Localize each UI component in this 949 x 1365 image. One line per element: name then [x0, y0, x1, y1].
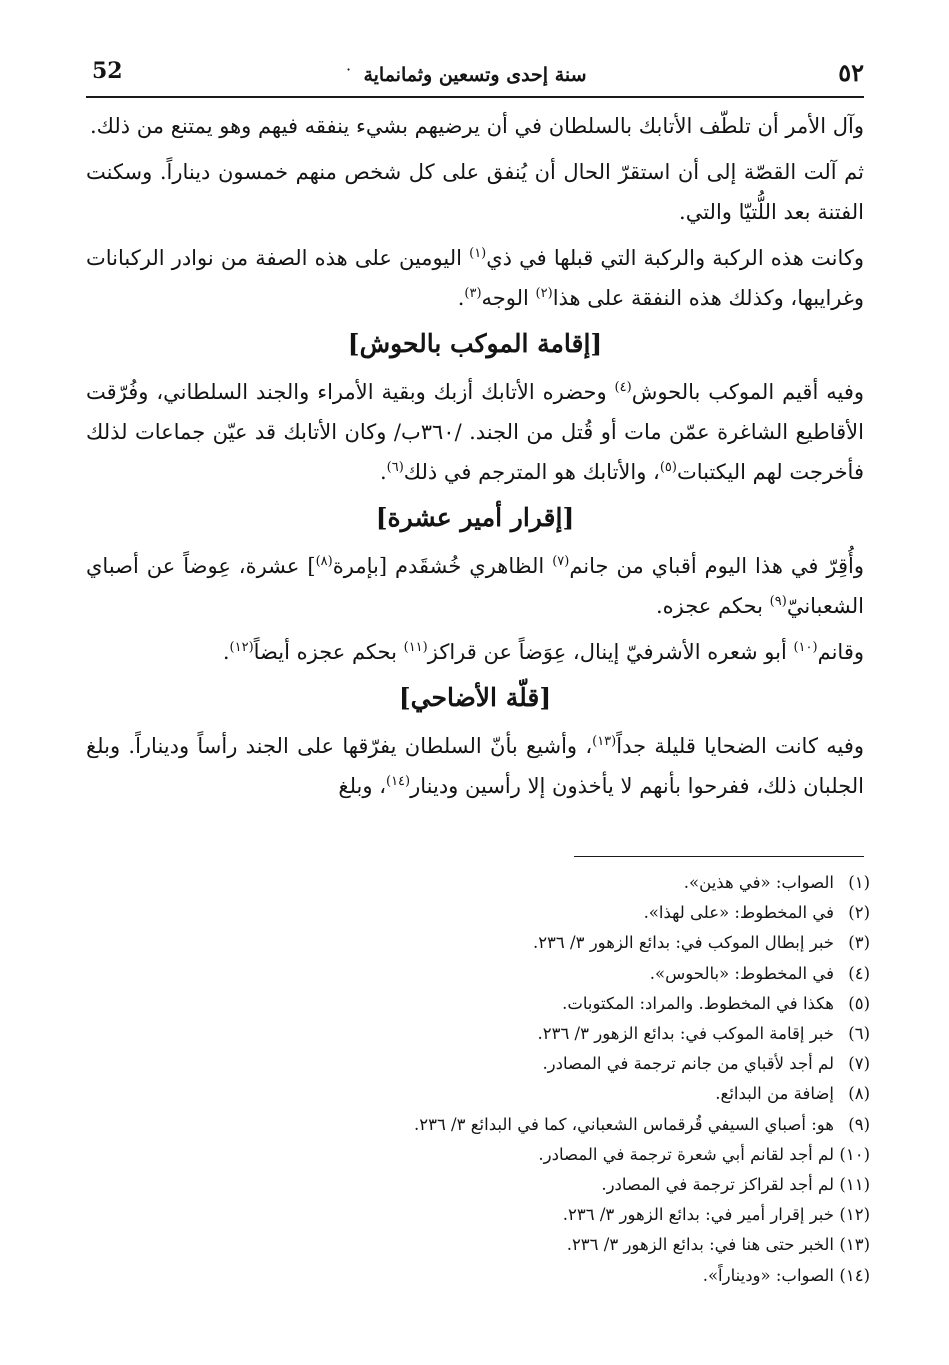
page-number-latin: 52: [92, 58, 123, 84]
footnote-item: [86, 868, 870, 898]
footnote-number: (١١): [839, 1175, 870, 1195]
footnote-ref[interactable]: (٨): [315, 554, 333, 569]
footnote-text: خبر إقامة الموكب في: بدائع الزهور ٣/ ٢٣٦.: [537, 1024, 834, 1044]
text-run: وفيه كانت الضحايا قليلة جداً: [616, 734, 864, 758]
footnote-text: في المخطوط: «على لهذا».: [643, 903, 834, 923]
text-run: بحكم عجزه.: [655, 594, 770, 618]
footnote-ref[interactable]: (١٤): [385, 774, 411, 789]
footnote-ref[interactable]: (١٠): [793, 640, 818, 655]
footnote-number: (٤): [848, 963, 870, 983]
footnote-ref[interactable]: (٢): [535, 286, 553, 301]
footnote-item: [86, 928, 870, 958]
footnote-text: الخبر حتى هنا في: بدائع الزهور ٣/ ٢٣٦.: [566, 1235, 834, 1255]
footnote-number: (٦): [848, 1024, 870, 1044]
footnote-ref[interactable]: (٥): [659, 460, 677, 475]
footnote-item: [86, 1110, 870, 1140]
footnote-number: (١): [848, 873, 870, 892]
paragraph: [86, 632, 864, 672]
footnote-item: [86, 1200, 870, 1230]
footnote-divider: [574, 856, 864, 857]
footnote-item: [86, 1170, 870, 1200]
footnote-item: [86, 1230, 870, 1260]
text-run: وقانم: [817, 640, 864, 664]
footnote-number: (١٤): [839, 1265, 870, 1285]
text-run: ، والأتابك هو المترجم في ذلك: [403, 460, 660, 484]
footnotes: [86, 868, 870, 1291]
footnote-text: في المخطوط: «بالحوس».: [649, 963, 834, 983]
footnote-number: (٩): [848, 1114, 870, 1134]
footnote-number: (٥): [848, 993, 870, 1013]
section-heading: [إقامة الموكب بالحوش]: [347, 329, 603, 358]
footnote-ref[interactable]: (٣): [464, 286, 482, 301]
text-run: وأُقِرّ في هذا اليوم أقباي من جانم: [569, 554, 864, 578]
footnote-number: (٣): [848, 933, 870, 953]
header-separator: ·: [346, 60, 352, 79]
text-run: .: [379, 460, 387, 484]
paragraph: [86, 726, 864, 806]
footnote-ref[interactable]: (١٢): [229, 640, 254, 655]
text-run: .: [222, 640, 230, 664]
section-heading: [قلّة الأضاحي]: [398, 683, 552, 712]
footnote-number: (١٣): [839, 1235, 870, 1255]
paragraph: [86, 546, 864, 626]
footnote-ref[interactable]: (٤): [614, 380, 632, 395]
paragraph: [86, 238, 864, 318]
footnote-ref[interactable]: (١٣): [592, 734, 617, 749]
paragraph: ثم آلت القصّة إلى أن استقرّ الحال أن يُنفق على كل شخص منهم خمسون ديناراً. وسكنت الفتنة بعد اللُّتيّا والتي.: [86, 160, 864, 224]
footnote-text: الصواب: «وديناراً».: [702, 1265, 834, 1285]
footnote-number: (٧): [848, 1054, 870, 1074]
footnote-item: [86, 898, 870, 928]
paragraph: [86, 372, 864, 492]
text-run: الظاهري خُشقَدم [بإمرة: [332, 554, 553, 578]
text-run: الوجه: [481, 286, 536, 310]
text-run: وفيه أقيم الموكب بالحوش: [631, 380, 865, 404]
text-run: وحضره الأتابك أزبك وبقية الأمراء والجند السلطاني، وفُرّقت الأقاطيع الشاغرة عمّن مات أو قُتل من الجند. /٣٦٠ب/ وكان الأتابك قد عيّن جماعات لذلك فأخرجت لهم اليكتبات: [86, 380, 864, 484]
footnote-number: (٨): [848, 1084, 870, 1104]
footnote-text: هو: أصباي السيفي قُرقماس الشعباني، كما في البدائع ٣/ ٢٣٦.: [413, 1114, 834, 1134]
footnote-number: (١٠): [839, 1144, 870, 1164]
text-run: وكانت هذه الركبة والركبة التي قبلها في ذي: [486, 246, 865, 270]
footnote-item: [86, 1140, 870, 1170]
footnote-text: خبر إبطال الموكب في: بدائع الزهور ٣/ ٢٣٦.: [532, 933, 834, 953]
footnote-text: لم أجد لأقباي من جانم ترجمة في المصادر.: [542, 1054, 834, 1074]
footnote-text: لم أجد لقراكز ترجمة في المصادر.: [601, 1175, 834, 1195]
footnote-ref[interactable]: (٧): [552, 554, 570, 569]
footnote-ref[interactable]: (١١): [403, 640, 428, 655]
running-header: [86, 56, 864, 98]
footnote-item: [86, 1019, 870, 1049]
footnote-item: [86, 1049, 870, 1079]
text-run: اليومين على هذه الصفة من نوادر الركبانات وغرايبها، وكذلك هذه النفقة على هذا: [86, 246, 864, 310]
footnote-ref[interactable]: (٦): [386, 460, 404, 475]
footnote-item: [86, 959, 870, 989]
footnote-number: (٢): [848, 903, 870, 923]
text-run: ، وأشيع بأنّ السلطان يفرّقها على الجند رأساً وديناراً. وبلغ الجلبان ذلك، ففرحوا بأنهم لا يأخذون إلا رأسين ودينار: [86, 734, 864, 798]
footnote-text: إضافة من البدائع.: [715, 1084, 834, 1104]
footnote-text: الصواب: «في هذين».: [683, 873, 834, 892]
text-run: ، وبلغ: [338, 774, 386, 798]
text-run: ] عشرة، عِوضاً عن أصباي الشعبانيّ: [86, 554, 864, 618]
text-run: أبو شعره الأشرفيّ إينال، عِوَضاً عن قراكز: [427, 640, 794, 664]
footnote-item: [86, 989, 870, 1019]
text-run: بحكم عجزه أيضاً: [253, 640, 404, 664]
section-heading: [إقرار أمير عشرة]: [375, 503, 575, 532]
text-run: .: [457, 286, 465, 310]
footnote-ref[interactable]: (٩): [769, 594, 787, 609]
footnote-item: [86, 1079, 870, 1109]
paragraph: وآل الأمر أن تلطّف الأتابك بالسلطان في أن يرضيهم بشيء ينفقه فيهم وهو يمتنع من ذلك.: [90, 114, 864, 138]
footnote-item: [86, 1261, 870, 1291]
footnote-text: خبر إقرار أمير في: بدائع الزهور ٣/ ٢٣٦.: [562, 1205, 834, 1225]
footnote-number: (١٢): [839, 1205, 870, 1225]
footnote-ref[interactable]: (١): [469, 246, 487, 261]
footnote-text: لم أجد لقانم أبي شعرة ترجمة في المصادر.: [538, 1144, 834, 1164]
page-number-arabic: ٥٢: [838, 58, 864, 87]
running-title: سنة إحدى وتسعين وثمانماية: [363, 64, 587, 86]
main-text: [86, 106, 864, 812]
footnote-text: هكذا في المخطوط. والمراد: المكتوبات.: [562, 993, 834, 1013]
